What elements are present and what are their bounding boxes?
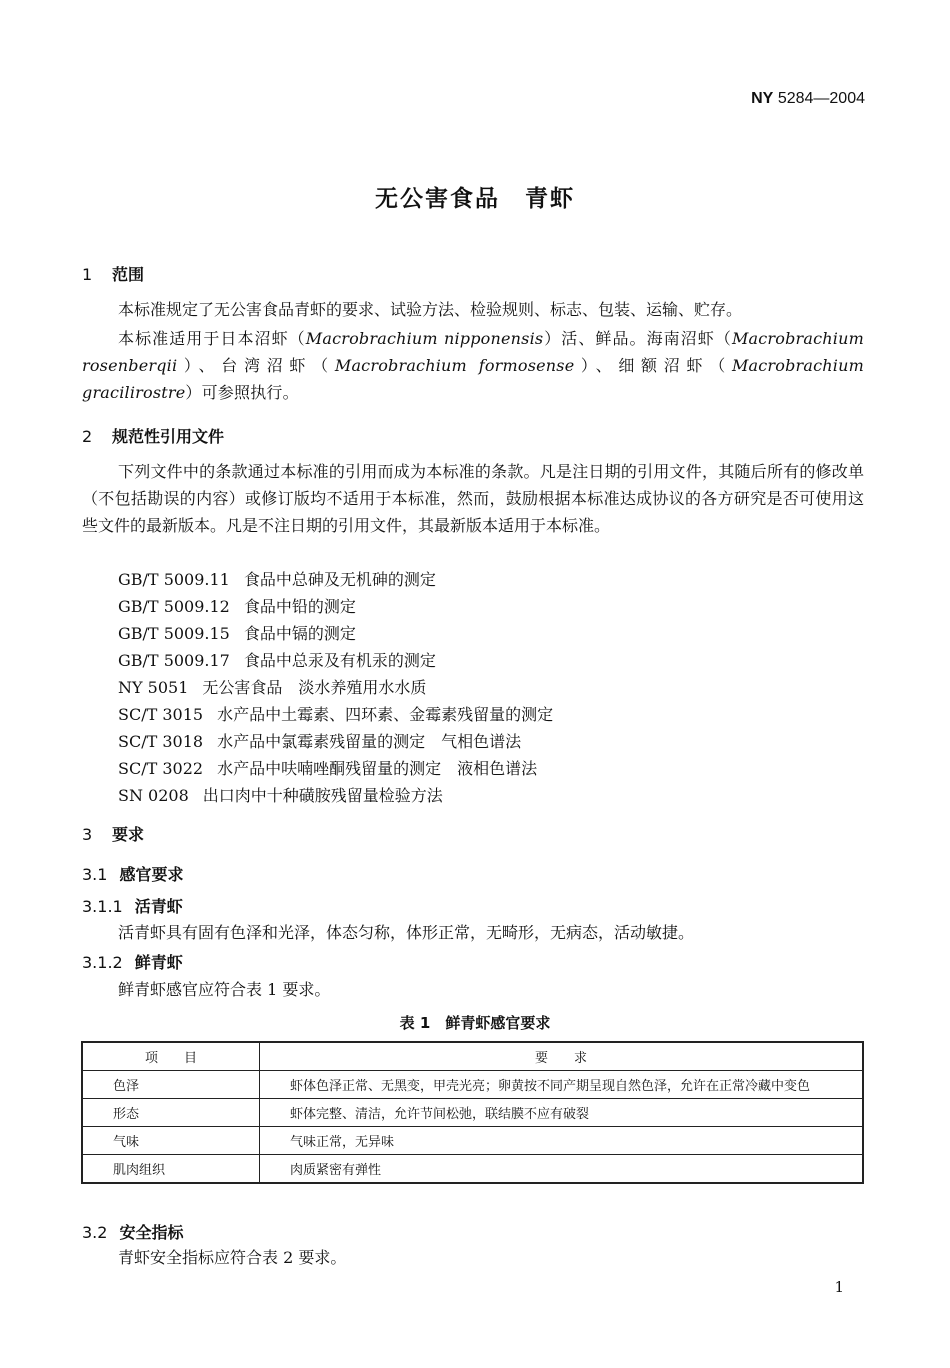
reference-title: 食品中总汞及有机汞的测定 [243, 651, 436, 670]
fresh-shrimp-text: 鲜青虾感官应符合表 1 要求。 [118, 980, 331, 999]
reference-title: 水产品中呋喃唑酮残留量的测定 液相色谱法 [217, 759, 538, 778]
table-cell-item: 色泽 [82, 1071, 260, 1099]
subsection-number: 3.1.1 [82, 897, 123, 916]
table-1-caption: 表 1 鲜青虾感官要求 [399, 1014, 551, 1032]
species-name: Macrobrachium nipponensis [305, 329, 544, 348]
text-run: ）可参照执行。 [185, 383, 299, 402]
species-name: Macrobrachium gracilirostre [82, 356, 864, 402]
reference-title: 水产品中土霉素、四环素、金霉素残留量的测定 [217, 705, 554, 724]
reference-item [118, 621, 356, 644]
table-cell-item: 形态 [82, 1099, 260, 1127]
table-cell-item: 气味 [82, 1127, 260, 1155]
table-cell-requirement: 气味正常，无异味 [260, 1127, 864, 1155]
text-run: ）、台湾沼虾（ [177, 356, 335, 375]
subsection-title: 感官要求 [119, 865, 184, 884]
reference-code: GB/T 5009.12 [118, 597, 230, 616]
references-paragraph: 下列文件中的条款通过本标准的引用而成为本标准的条款。凡是注日期的引用文件，其随后所有的修改单（不包括勘误的内容）或修订版均不适用于本标准，然而，鼓励根据本标准达成协议的各方研究是否可使用这些文件的最新版本。凡是不注日期的引用文件，其最新版本适用于本标准。 [82, 462, 864, 535]
reference-code: NY 5051 [118, 678, 189, 697]
reference-code: GB/T 5009.15 [118, 624, 230, 643]
reference-title: 出口肉中十种磺胺残留量检验方法 [202, 786, 443, 805]
standard-prefix: NY [751, 90, 774, 107]
table-row [82, 1155, 863, 1184]
subsection-title: 活青虾 [134, 897, 183, 916]
reference-title: 食品中镉的测定 [243, 624, 356, 643]
safety-index-text: 青虾安全指标应符合表 2 要求。 [118, 1248, 347, 1267]
reference-item [118, 783, 443, 806]
reference-code: SC/T 3022 [118, 759, 204, 778]
reference-code: SC/T 3018 [118, 732, 204, 751]
reference-item [118, 567, 436, 590]
section-title: 规范性引用文件 [112, 427, 225, 446]
reference-code: SN 0208 [118, 786, 189, 805]
subsection-3-1-1-heading [82, 894, 183, 917]
table-cell-requirement: 虾体色泽正常、无黑变，甲壳光亮；卵黄按不同产期呈现自然色泽，允许在正常冷藏中变色 [260, 1071, 864, 1099]
reference-code: SC/T 3015 [118, 705, 204, 724]
reference-item [118, 594, 356, 617]
subsection-number: 3.1 [82, 865, 108, 884]
page-number: 1 [834, 1278, 844, 1296]
subsection-title: 安全指标 [119, 1223, 184, 1242]
table-cell-item: 肌肉组织 [82, 1155, 260, 1184]
subsection-3-1-2-heading [82, 950, 183, 973]
subsection-3-2-heading [82, 1220, 183, 1243]
table-row [82, 1071, 863, 1099]
table-row [82, 1127, 863, 1155]
subsection-number: 3.2 [82, 1223, 108, 1242]
table-row [82, 1099, 863, 1127]
reference-title: 无公害食品 淡水养殖用水水质 [202, 678, 427, 697]
sensory-requirements-table [81, 1041, 864, 1184]
standard-code: 5284—2004 [777, 90, 865, 107]
reference-item [118, 675, 426, 698]
subsection-number: 3.1.2 [82, 953, 123, 972]
reference-title: 食品中总砷及无机砷的测定 [243, 570, 436, 589]
reference-title: 食品中铅的测定 [243, 597, 356, 616]
section-number: 1 [82, 265, 93, 284]
section-number: 2 [82, 427, 93, 446]
reference-item [118, 648, 436, 671]
reference-code: GB/T 5009.17 [118, 651, 230, 670]
reference-code: GB/T 5009.11 [118, 570, 230, 589]
table-cell-requirement: 肉质紧密有弹性 [260, 1155, 864, 1184]
table-header-row [82, 1042, 863, 1071]
species-name: Macrobrachium formosense [334, 356, 575, 375]
scope-paragraph-2 [82, 325, 864, 406]
species-name: Macrobrachium rosenberqii [82, 329, 865, 375]
table-header-cell: 要 求 [260, 1042, 864, 1071]
text-run: ）、细额沼虾（ [574, 356, 732, 375]
section-2-heading [82, 424, 224, 447]
standard-number [751, 90, 865, 108]
section-title: 要求 [112, 825, 145, 844]
section-number: 3 [82, 825, 93, 844]
reference-title: 水产品中氯霉素残留量的测定 气相色谱法 [217, 732, 522, 751]
section-title: 范围 [112, 265, 145, 284]
reference-item [118, 756, 537, 779]
document-title: 无公害食品 青虾 [375, 186, 575, 212]
section-1-heading [82, 262, 144, 285]
section-3-heading [82, 822, 144, 845]
scope-paragraph-1: 本标准规定了无公害食品青虾的要求、试验方法、检验规则、标志、包装、运输、贮存。 [118, 300, 743, 319]
text-run: ）活、鲜品。海南沼虾（ [543, 329, 732, 348]
table-cell-requirement: 虾体完整、清洁，允许节间松弛，联结膜不应有破裂 [260, 1099, 864, 1127]
subsection-title: 鲜青虾 [134, 953, 183, 972]
table-header-cell: 项 目 [82, 1042, 260, 1071]
reference-item [118, 729, 521, 752]
live-shrimp-text: 活青虾具有固有色泽和光泽，体态匀称，体形正常，无畸形，无病态，活动敏捷。 [118, 923, 695, 942]
subsection-3-1-heading [82, 862, 183, 885]
text-run: 本标准适用于日本沼虾（ [118, 329, 306, 348]
reference-item [118, 702, 553, 725]
